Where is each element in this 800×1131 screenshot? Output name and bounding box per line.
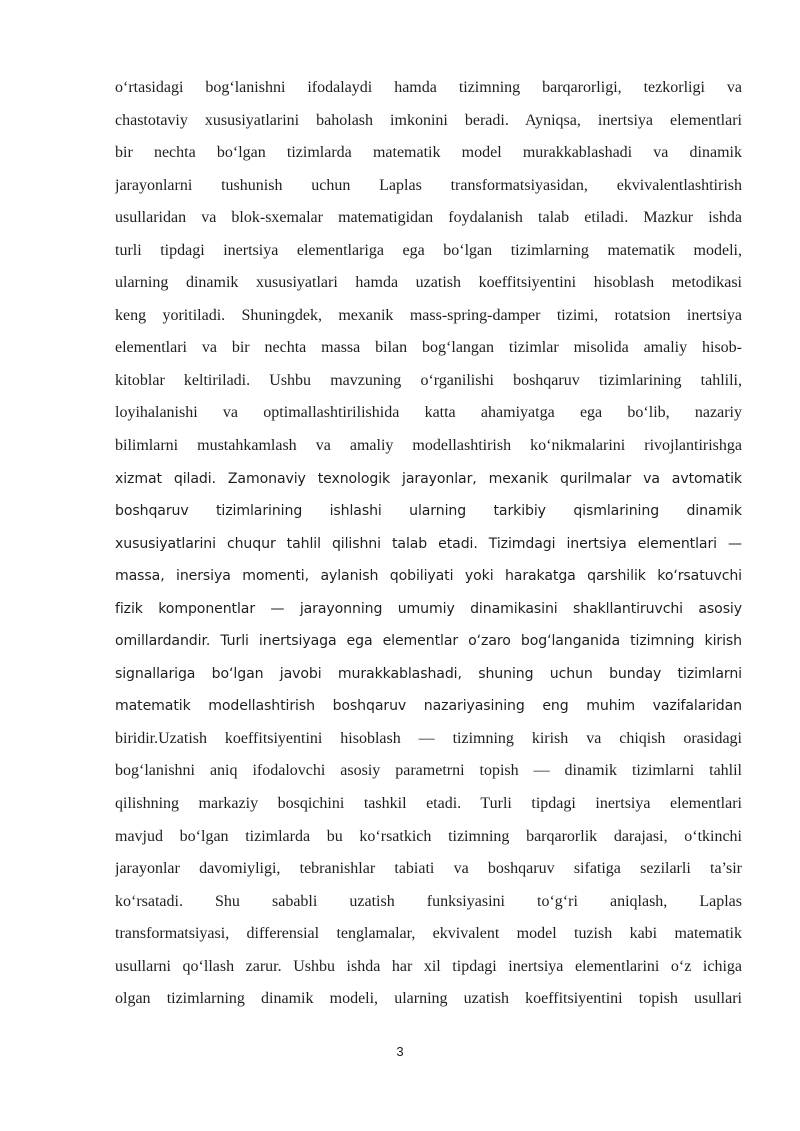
text-line: loyihalanishi va optimallashtirilishida katta ahamiyatga ega bo‘lib, nazariy	[115, 404, 742, 422]
text-line: omillardandir. Turli inertsiyaga ega elementlar o‘zaro bog‘langanida tizimning kirish	[115, 633, 742, 650]
text-line: qilishning markaziy bosqichini tashkil etadi. Turli tipdagi inertsiya elementlari	[115, 795, 742, 813]
text-line: ko‘rsatadi. Shu sababli uzatish funksiyasini to‘g‘ri aniqlash, Laplas	[115, 892, 742, 910]
text-line: turli tipdagi inertsiya elementlariga ega bo‘lgan tizimlarning matematik modeli,	[115, 241, 742, 259]
text-line: signallariga bo‘lgan javobi murakkablashadi, shuning uchun bunday tizimlarni	[115, 665, 742, 682]
text-line: keng yoritiladi. Shuningdek, mexanik mass-spring-damper tizimi, rotatsion inertsiya	[115, 306, 742, 324]
text-line: bilimlarni mustahkamlash va amaliy modellashtirish ko‘nikmalarini rivojlantirishga	[115, 437, 742, 455]
text-line: bir nechta bo‘lgan tizimlarda matematik model murakkablashadi va dinamik	[115, 144, 742, 162]
text-line: chastotaviy xususiyatlarini baholash imkonini beradi. Ayniqsa, inertsiya elementlari	[115, 111, 742, 129]
text-line: boshqaruv tizimlarining ishlashi ularning tarkibiy qismlarining dinamik	[115, 503, 742, 520]
text-line: transformatsiyasi, differensial tenglamalar, ekvivalent model tuzish kabi matematik	[115, 925, 742, 943]
text-line: mavjud bo‘lgan tizimlarda bu ko‘rsatkich tizimning barqarorlik darajasi, o‘tkinchi	[115, 827, 742, 845]
text-line: biridir.Uzatish koeffitsiyentini hisoblash — tizimning kirish va chiqish orasidagi	[115, 729, 742, 747]
text-line: olgan tizimlarning dinamik modeli, ularning uzatish koeffitsiyentini topish usullari	[115, 990, 742, 1008]
page-number: 3	[396, 1044, 404, 1059]
text-line: xizmat qiladi. Zamonaviy texnologik jarayonlar, mexanik qurilmalar va avtomatik	[115, 470, 742, 487]
text-line: usullarni qo‘llash zarur. Ushbu ishda har xil tipdagi inertsiya elementlarini o‘z ichiga	[115, 957, 742, 975]
text-line: xususiyatlarini chuqur tahlil qilishni talab etadi. Tizimdagi inertsiya elementlari —	[115, 535, 742, 552]
text-line: usullaridan va blok-sxemalar matematigidan foydalanish talab etiladi. Mazkur ishda	[115, 209, 742, 227]
text-line: massa, inersiya momenti, aylanish qobiliyati yoki harakatga qarshilik ko‘rsatuvchi	[115, 568, 742, 585]
text-line: ularning dinamik xususiyatlari hamda uzatish koeffitsiyentini hisoblash metodikasi	[115, 274, 742, 292]
text-line: o‘rtasidagi bog‘lanishni ifodalaydi hamda tizimning barqarorligi, tezkorligi va	[115, 79, 742, 96]
text-line: elementlari va bir nechta massa bilan bog‘langan tizimlar misolida amaliy hisob-	[115, 339, 742, 357]
text-line: jarayonlar davomiyligi, tebranishlar tabiati va boshqaruv sifatiga sezilarli ta’sir	[115, 860, 742, 878]
text-line: fizik komponentlar — jarayonning umumiy dinamikasini shakllantiruvchi asosiy	[115, 600, 742, 617]
text-line: bog‘lanishni aniq ifodalovchi asosiy parametrni topish — dinamik tizimlarni tahlil	[115, 762, 742, 780]
body-text	[115, 72, 742, 1016]
text-line: kitoblar keltiriladi. Ushbu mavzuning o‘rganilishi boshqaruv tizimlarining tahlili,	[115, 371, 742, 389]
text-line: matematik modellashtirish boshqaruv nazariyasining eng muhim vazifalaridan	[115, 698, 742, 715]
text-line: jarayonlarni tushunish uchun Laplas transformatsiyasidan, ekvivalentlashtirish	[115, 176, 742, 194]
